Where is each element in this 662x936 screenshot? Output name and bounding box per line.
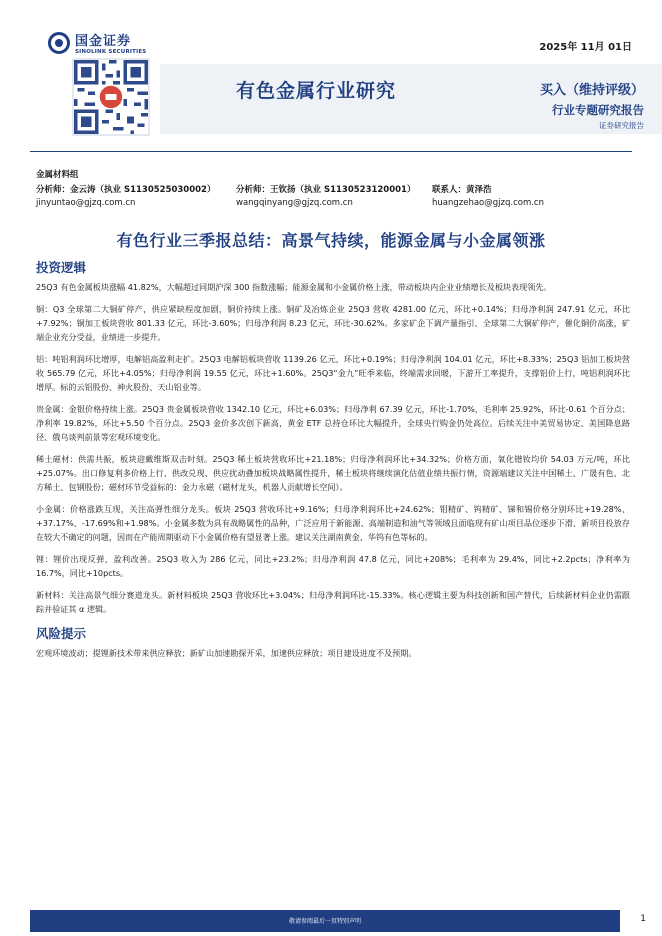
footer-bar	[30, 910, 620, 932]
analyst-1-email[interactable]: jinyuntao@gjzq.com.cn	[36, 198, 136, 208]
report-title: 有色行业三季报总结：高景气持续，能源金属与小金属领涨	[116, 231, 546, 250]
analyst-2-email[interactable]: wangqinyang@gjzq.com.cn	[236, 198, 353, 208]
analyst-1: 分析师：金云涛（执业 S1130525030002）	[36, 185, 216, 195]
company-logo	[48, 30, 146, 55]
analyst-block	[36, 168, 636, 208]
industry-title: 有色金属行业研究	[236, 80, 397, 102]
paragraph-risk: 宏观环境波动；提锂新技术带来供应释放；新矿山加速勘探开采，加速供应释放；项目建设进度不及预期。	[36, 648, 417, 658]
paragraph-rare-earth: 稀土磁材：供需共振，板块迎戴维斯双击时刻。25Q3 稀土板块营收环比+21.18%；归母净利润环比+34.32%；价格方面，氧化镨钕均价 54.03 万元/吨，环比+25.07%。出口修复利多价格上行、供改兑现、供应扰动叠加板块战略属性提升，稀土板块将继续演化估值业绩共振行情，资源端建议关注中国稀土、广晟有色、北方稀土、包钢股份；磁材环节受益标的：金力永磁（磁材龙头，机器人贡献增长空间）。	[36, 454, 630, 492]
paragraph-minor-metals: 小金属：价格涨跌互现，关注高弹性细分龙头。板块 25Q3 营收环比+9.16%；归母净利润环比+24.62%；钼精矿、钨精矿、锑和锡价格分别环比+19.28%、+37.17%、-17.69%和+1.98%。小金属多数为具有战略属性的品种，广泛应用于新能源、高端制造和油气等领域且面临现有矿山项目品位逐步下滑、新项目投放存在较大不确定的问题，因而在产能周期驱动下小金属价格有望显著上涨。建议关注湖南黄金、华钨有色等标的。	[36, 504, 630, 542]
rating-label: 买入（维持评级）	[539, 83, 644, 98]
paragraph-lithium: 锂：锂价出现反弹，盈利改善。25Q3 收入为 286 亿元，同比+23.2%；归母净利润 47.8 亿元，同比+208%；毛利率为 29.4%，同比+2.2pcts；净利率为 16.7%，同比+10pcts。	[36, 554, 630, 578]
report-header	[0, 0, 662, 150]
paragraph-copper: 铜：Q3 全球第二大铜矿停产，供应紧缺程度加剧，铜价持续上涨。铜矿及冶炼企业 25Q3 营收 4281.00 亿元，环比+0.14%；归母净利润 247.91 亿元，环比+7.92%；铜加工板块营收 801.33 亿元，环比-3.60%；归母净利润 8.23 亿元，环比-30.62%。多家矿企下调产量指引、全球第二大铜矿停产，催化铜价高涨，矿端企业充分受益，业绩进一步提升。	[36, 304, 630, 342]
logo-name-en: SINOLINK SECURITIES	[75, 49, 147, 55]
report-subtype-label: 证券研究报告	[599, 121, 644, 130]
report-body	[36, 258, 630, 668]
logo-name-cn: 国金证券	[75, 34, 132, 49]
contact-person: 联系人：黄泽浩	[432, 185, 492, 195]
qr-code-icon	[72, 58, 150, 136]
paragraph-precious-metals: 贵金属：金银价格持续上涨。25Q3 贵金属板块营收 1342.10 亿元，环比+6.03%；归母净利 67.39 亿元，环比-1.70%，毛利率 25.92%，环比-0.61 个百分点；净利率 19.82%，环比+5.50 个百分点。25Q3 金价多次创下新高，黄金 ETF 总持仓环比大幅提升，全球央行购金仍处高位。后续关注中美贸易协定、美国降息路径、俄乌谈判前景等宏观环境变化。	[36, 404, 630, 442]
paragraph-overview: 25Q3 有色金属板块涨幅 41.82%，大幅超过同期沪深 300 指数涨幅；能源金属和小金属价格上涨，带动板块内企业业绩增长及板块表现领先。	[36, 282, 552, 292]
page-number: 1	[640, 914, 646, 924]
report-date: 2025年 11月 01日	[539, 42, 632, 53]
contact-email[interactable]: huangzehao@gjzq.com.cn	[432, 198, 544, 208]
section-title-logic: 投资逻辑	[36, 260, 87, 275]
footer-disclaimer: 敬请参阅最后一页特别声明	[288, 918, 361, 925]
report-type-label: 行业专题研究报告	[552, 103, 644, 117]
logo-icon	[48, 32, 70, 54]
paragraph-new-materials: 新材料：关注高景气细分赛道龙头。新材料板块 25Q3 营收环比+3.04%；归母净利润环比-15.33%。核心逻辑主要为科技创新和国产替代，后续新材料企业仍需跟踪并验证其 α 逻辑。	[36, 590, 630, 614]
analyst-2: 分析师：王钦扬（执业 S1130523120001）	[236, 185, 416, 195]
header-divider	[30, 151, 632, 152]
title-banner	[160, 64, 662, 134]
team-name: 金属材料组	[36, 170, 79, 180]
section-title-risk: 风险提示	[36, 626, 87, 641]
paragraph-aluminum: 铝：吨铝利润环比增厚，电解铝高盈利走扩。25Q3 电解铝板块营收 1139.26 亿元，环比+0.19%；归母净利润 104.01 亿元，环比+8.33%；25Q3 铝加工板块营收 565.79 亿元，环比+4.05%；归母净利润 19.55 亿元，环比+1.60%。25Q3“金九”旺季来临，终端需求回暖，下游开工率提升，支撑铝价上行，吨铝利润环比增厚。标的云铝股份、神火股份、天山铝业等。	[36, 354, 630, 392]
